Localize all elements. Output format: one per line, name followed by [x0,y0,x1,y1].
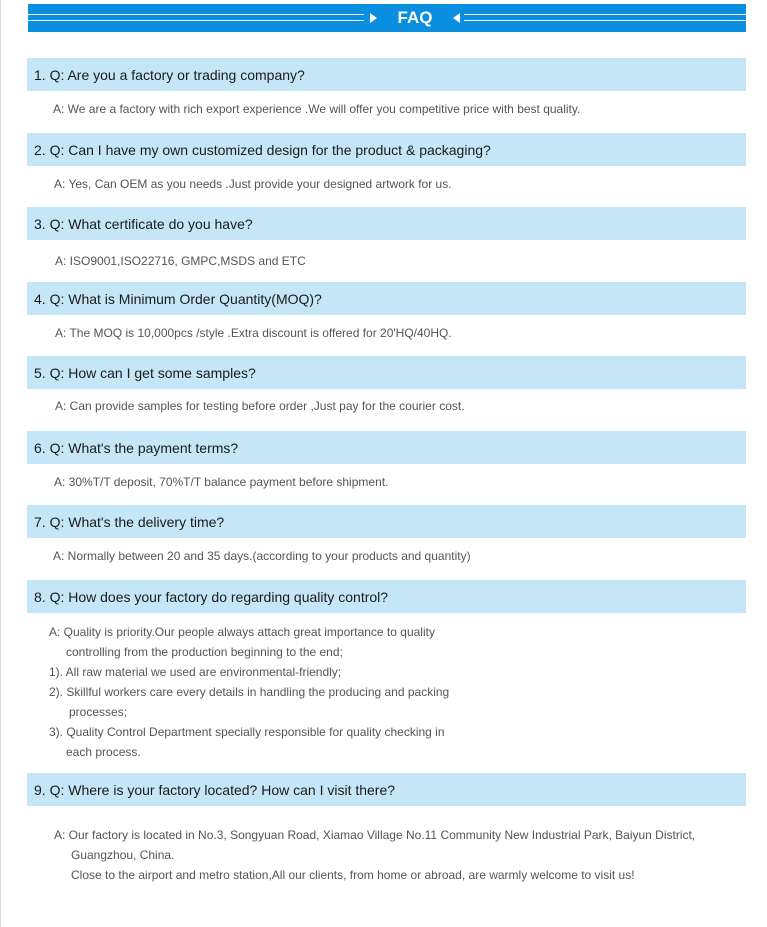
banner-line-right-top [464,14,746,15]
faq-answer-1: A: We are a factory with rich export experience .We will offer you competitive price with best quality. [53,102,581,116]
faq-question-4: 4. Q: What is Minimum Order Quantity(MOQ)? [27,282,746,315]
faq-answer-8-line-5: processes; [69,705,128,719]
faq-question-8: 8. Q: How does your factory do regarding quality control? [27,580,746,613]
faq-header-banner [28,4,746,32]
faq-answer-5: A: Can provide samples for testing before order ,Just pay for the courier cost. [55,399,465,413]
faq-answer-9-line-2: Guangzhou, China. [71,848,175,862]
faq-answer-8-line-1: A: Quality is priority.Our people always attach great importance to quality [49,625,435,639]
faq-answer-3: A: ISO9001,ISO22716, GMPC,MSDS and ETC [55,254,306,268]
faq-answer-9-line-3: Close to the airport and metro station,All our clients, from home or abroad, are warmly welcome to visit us! [71,868,635,882]
faq-answer-8-line-4: 2). Skillful workers care every details in handling the producing and packing [49,685,450,699]
faq-answer-2: A: Yes, Can OEM as you needs .Just provide your designed artwork for us. [54,177,452,191]
faq-answer-4: A: The MOQ is 10,000pcs /style .Extra discount is offered for 20'HQ/40HQ. [55,326,452,340]
faq-question-3: 3. Q: What certificate do you have? [27,207,746,240]
faq-answer-6: A: 30%T/T deposit, 70%T/T balance payment before shipment. [54,475,389,489]
faq-answer-8-line-6: 3). Quality Control Department specially responsible for quality checking in [49,725,445,739]
faq-title: FAQ [397,8,433,27]
banner-line-right-bottom [464,20,746,21]
arrow-right-icon [370,13,377,23]
arrow-left-icon [453,13,460,23]
faq-answer-7: A: Normally between 20 and 35 days.(according to your products and quantity) [53,549,471,563]
faq-answer-8-line-2: controlling from the production beginning to the end; [66,645,343,659]
faq-question-6: 6. Q: What's the payment terms? [27,431,746,464]
faq-answer-8-line-3: 1). All raw material we used are environmental-friendly; [49,665,342,679]
faq-question-1: 1. Q: Are you a factory or trading company? [27,58,746,91]
faq-question-7: 7. Q: What's the delivery time? [27,505,746,538]
banner-line-left-bottom [28,20,364,21]
faq-question-9: 9. Q: Where is your factory located? How can I visit there? [27,773,746,806]
page-left-border [0,0,1,927]
faq-answer-8-line-7: each process. [66,745,141,759]
banner-line-left-top [28,14,364,15]
faq-answer-9-line-1: A: Our factory is located in No.3, Songyuan Road, Xiamao Village No.11 Community New Industrial Park, Baiyun District, [54,828,696,842]
faq-question-5: 5. Q: How can I get some samples? [27,356,746,389]
faq-question-2: 2. Q: Can I have my own customized design for the product & packaging? [27,133,746,166]
